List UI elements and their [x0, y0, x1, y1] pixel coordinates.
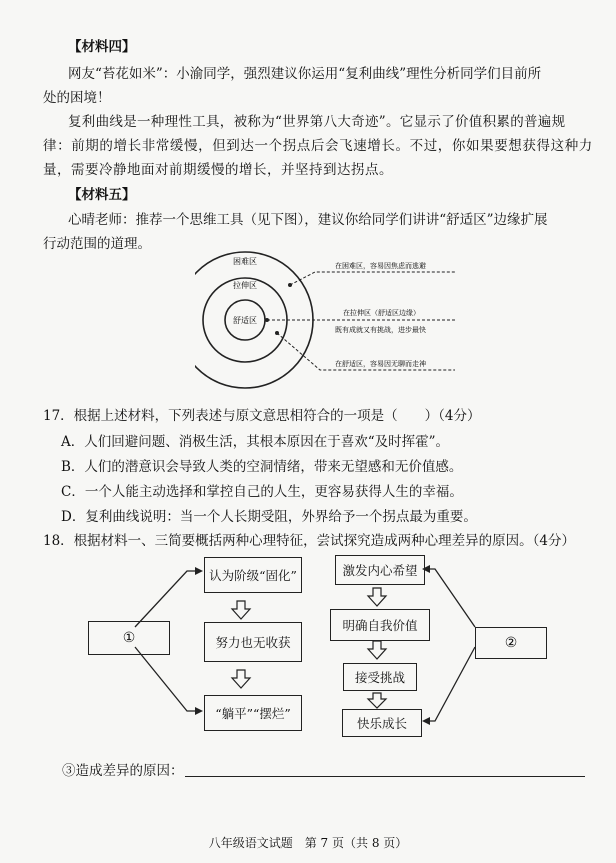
note-comfort: 在舒适区，容易因无聊而走神	[335, 360, 426, 368]
material4-heading: 【材料四】	[68, 39, 136, 55]
left-box-no-reward: 努力也无收获	[204, 622, 302, 662]
material4-line4: 律：前期的增长非常缓慢，但到达一个拐点后会飞速增长。不过，你如果要想获得这种力	[43, 138, 593, 154]
connector-difficulty	[290, 272, 455, 285]
q18-stem: 18．根据材料一、三简要概括两种心理特征，尝试探究造成两种心理差异的原因。（4分）	[43, 533, 576, 549]
q17-option-d[interactable]: D．复利曲线说明：当一个人长期受阻，外界给予一个拐点最为重要。	[61, 509, 477, 525]
note-stretch-a: 在拉伸区（舒适区边缘）	[343, 309, 420, 317]
blank-2-box[interactable]: ②	[475, 627, 547, 659]
q17-option-a[interactable]: A．人们回避问题、消极生活，其根本原因在于喜欢“及时挥霍”。	[61, 434, 450, 450]
material4-line3: 复利曲线是一种理性工具，被称为“世界第八大奇迹”。它显示了价值积累的普遍规	[68, 114, 566, 130]
q17-stem: 17．根据上述材料，下列表述与原文意思相符合的一项是（ ）（4分）	[43, 408, 481, 424]
left-box-class-solidified: 认为阶级“固化”	[204, 557, 302, 593]
material5-line2: 行动范围的道理。	[43, 236, 151, 252]
note-stretch-b: 既有成就又有挑战，进步最快	[335, 326, 426, 334]
outer-zone-label: 困难区	[233, 257, 257, 266]
middle-zone-label: 拉伸区	[233, 281, 257, 290]
material4-line5: 量，需要冷静地面对前期缓慢的增长，并坚持到达拐点。	[43, 162, 393, 178]
inner-zone-label: 舒适区	[233, 316, 257, 325]
material5-heading: 【材料五】	[68, 187, 136, 203]
page-footer: 八年级语文试题 第 7 页（共 8 页）	[208, 836, 408, 850]
comfort-zone-diagram	[195, 248, 465, 398]
q18-flowchart	[80, 555, 550, 745]
q17-option-b[interactable]: B．人们的潜意识会导致人类的空洞情绪，带来无望感和无价值感。	[61, 459, 463, 475]
right-box-inspire-hope: 激发内心希望	[335, 555, 425, 585]
left-box-lie-flat: “躺平”“摆烂”	[204, 695, 302, 731]
blank-1-box[interactable]: ①	[88, 621, 170, 655]
right-box-self-worth: 明确自我价值	[330, 609, 430, 641]
right-box-accept-challenge: 接受挑战	[343, 663, 417, 691]
q17-option-c[interactable]: C．一个人能主动选择和掌控自己的人生，更容易获得人生的幸福。	[61, 484, 463, 500]
material4-line2: 处的困境！	[43, 90, 111, 106]
q18-reason-label: ③造成差异的原因：	[62, 763, 184, 779]
reason-answer-line[interactable]	[185, 776, 585, 777]
material5-line1: 心晴老师：推荐一个思维工具（见下图），建议你给同学们讲讲“舒适区”边缘扩展	[68, 212, 548, 228]
material4-line1: 网友“苔花如米”：小渝同学，强烈建议你运用“复利曲线”理性分析同学们目前所	[68, 66, 542, 82]
right-box-happy-growth: 快乐成长	[342, 709, 422, 737]
note-difficulty: 在困难区，容易因焦虑而逃避	[335, 262, 426, 270]
